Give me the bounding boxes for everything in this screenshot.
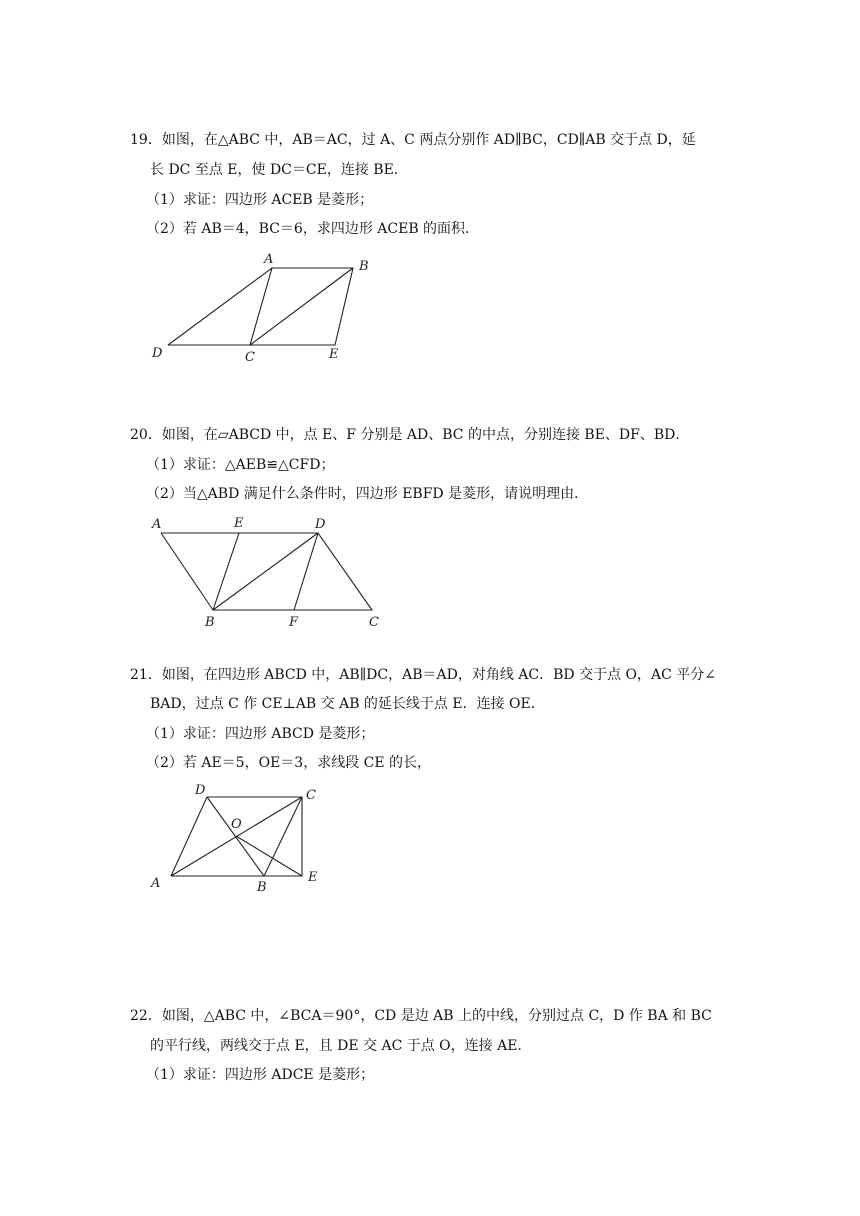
problem-19-line-1: 19．如图，在△ABC 中，AB＝AC，过 A、C 两点分别作 AD∥BC，CD∥AB 交于点 D，延 (130, 132, 696, 148)
problem-21-part-2: （2）若 AE＝5，OE＝3，求线段 CE 的长， (146, 755, 432, 771)
fig21-label-c: C (306, 788, 316, 803)
problem-19-part-1: （1）求证：四边形 ACEB 是菱形； (146, 192, 374, 208)
fig20-label-b: B (205, 615, 215, 630)
fig19-label-d: D (152, 346, 163, 361)
fig21-label-o: O (231, 817, 242, 832)
problem-22-line-2: 的平行线，两线交于点 E，且 DE 交 AC 于点 O，连接 AE． (150, 1038, 532, 1054)
problem-19-figure (145, 245, 375, 370)
problem-19-line-2: 长 DC 至点 E，使 DC＝CE，连接 BE． (150, 162, 408, 178)
problem-21-figure (145, 778, 330, 898)
problem-21-part-1: （1）求证：四边形 ABCD 是菱形； (146, 726, 375, 742)
problem-20-line-1: 20．如图，在▱ABCD 中，点 E、F 分别是 AD、BC 的中点，分别连接 BE、DF、BD． (130, 427, 690, 443)
fig21-label-b: B (257, 880, 267, 895)
fig20-label-a: A (152, 517, 162, 532)
problem-22-line-1: 22．如图，△ABC 中，∠BCA＝90°，CD 是边 AB 上的中线，分别过点 C，D 作 BA 和 BC (130, 1008, 712, 1024)
fig21-label-d: D (195, 783, 206, 798)
problem-20-part-2: （2）当△ABD 满足什么条件时，四边形 EBFD 是菱形，请说明理由． (146, 486, 589, 502)
problem-21-line-2: BAD，过点 C 作 CE⊥AB 交 AB 的延长线于点 E．连接 OE． (150, 696, 545, 712)
fig21-label-a: A (151, 876, 161, 891)
fig20-label-c: C (369, 615, 379, 630)
problem-20-figure (145, 510, 390, 635)
fig20-label-d: D (315, 517, 326, 532)
fig19-label-b: B (359, 259, 369, 274)
fig19-label-c: C (245, 350, 255, 365)
fig19-label-e: E (329, 347, 339, 362)
fig19-label-a: A (264, 252, 274, 267)
fig20-label-e: E (234, 516, 244, 531)
fig20-label-f: F (289, 615, 299, 630)
problem-22-part-1: （1）求证：四边形 ADCE 是菱形； (146, 1067, 375, 1083)
problem-19-part-2: （2）若 AB＝4，BC＝6，求四边形 ACEB 的面积． (146, 221, 480, 237)
problem-21-line-1: 21．如图，在四边形 ABCD 中，AB∥DC，AB＝AD，对角线 AC．BD 交于点 O，AC 平分∠ (130, 667, 717, 683)
fig21-label-e: E (308, 870, 318, 885)
problem-20-part-1: （1）求证：△AEB≌△CFD； (146, 457, 335, 473)
